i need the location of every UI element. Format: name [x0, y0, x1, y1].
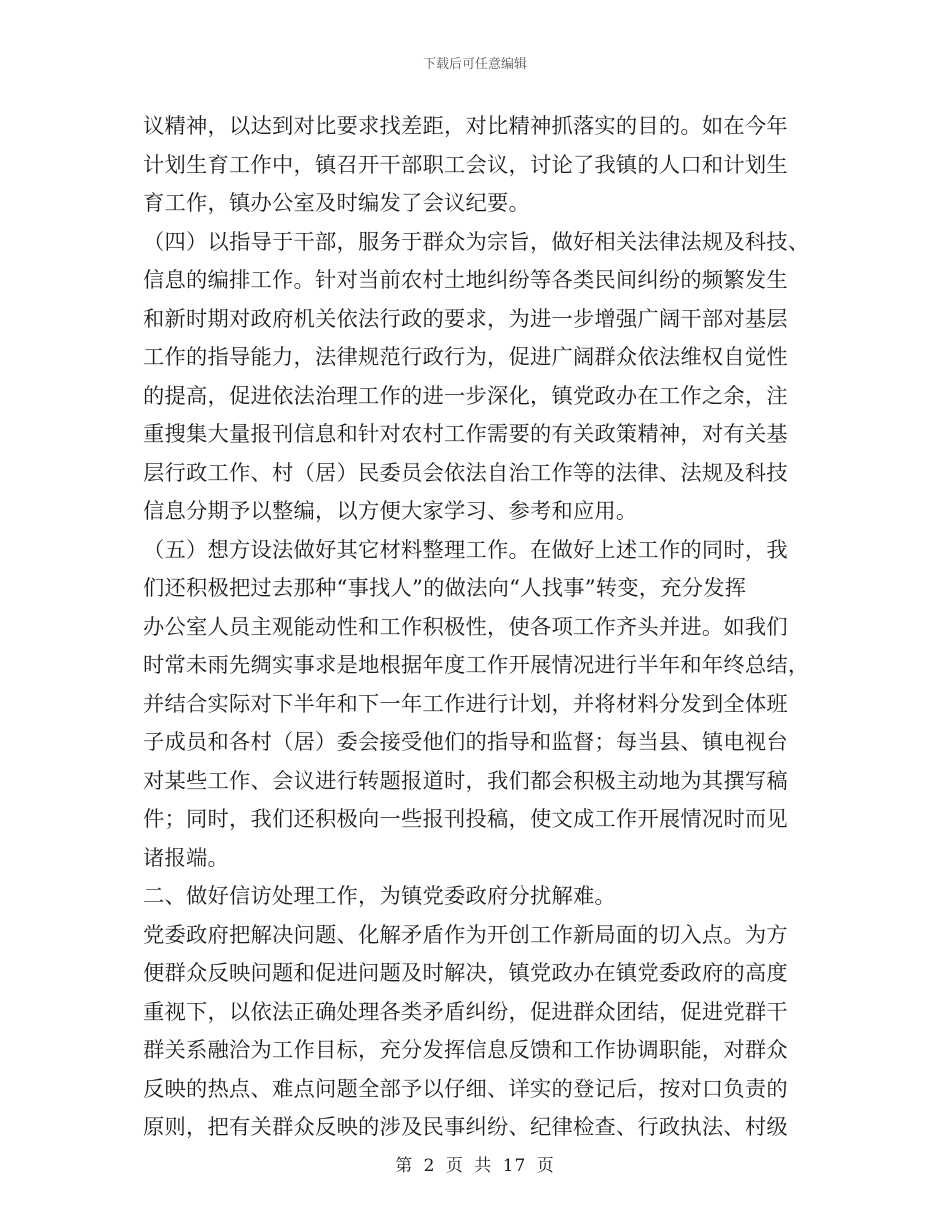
text-line: 育工作，镇办公室及时编发了会议纪要。: [143, 191, 530, 216]
page-number-footer: 第 2 页 共 17 页: [395, 1156, 555, 1176]
text-line: 和新时期对政府机关依法行政的要求，为进一步增强广阔干部对基层: [143, 306, 788, 332]
text-line: 信息分期予以整编，以方便大家学习、参考和应用。: [143, 499, 638, 524]
text-line: （四）以指导于干部，服务于群众为宗旨，做好相关法律法规及科技、: [143, 229, 810, 255]
text-line: 办公室人员主观能动性和工作积极性，使各项工作齐头并进。如我们: [143, 614, 788, 640]
document-body: [143, 108, 808, 1148]
text-line: 议精神，以达到对比要求找差距，对比精神抓落实的目的。如在今年: [143, 114, 788, 139]
text-line: 便群众反映问题和促进问题及时解决，镇党政办在镇党委政府的高度: [143, 961, 788, 986]
page-header: 下载后可任意编辑: [422, 57, 527, 72]
text-line: 重视下，以依法正确处理各类矛盾纠纷，促进群众团结，促进党群干: [143, 999, 788, 1025]
text-line: 群关系融洽为工作目标，充分发挥信息反馈和工作协调职能，对群众: [143, 1038, 788, 1063]
text-line: 二、做好信访处理工作，为镇党委政府分扰解难。: [143, 884, 616, 909]
text-line: 件；同时，我们还积极向一些报刊投稿，使文成工作开展情况时而见: [143, 807, 788, 832]
text-line: 原则，把有关群众反映的涉及民事纠纷、纪律检查、行政执法、村级: [143, 1115, 788, 1140]
text-line: 层行政工作、村（居）民委员会依法自治工作等的法律、法规及科技: [143, 460, 788, 486]
text-line: 的提高，促进依法治理工作的进一步深化，镇党政办在工作之余，注: [143, 383, 788, 409]
text-line: 并结合实际对下半年和下一年工作进行计划，并将材料分发到全体班: [143, 691, 788, 717]
text-line: 对某些工作、会议进行转题报道时，我们都会积极主动地为其撰写稿: [143, 768, 788, 794]
text-line: 党委政府把解决问题、化解矛盾作为开创工作新局面的切入点。为方: [143, 922, 788, 948]
text-line: 子成员和各村（居）委会接受他们的指导和监督；每当县、镇电视台: [143, 730, 788, 755]
text-line: 工作的指导能力，法律规范行政行为，促进广阔群众依法维权自觉性: [143, 345, 788, 370]
text-line: 时常未雨先绸实事求是地根据年度工作开展情况进行半年和年终总结，: [143, 653, 810, 678]
text-line: 信息的编排工作。针对当前农村土地纠纷等各类民间纠纷的频繁发生: [143, 268, 788, 293]
text-line: 反映的热点、难点问题全部予以仔细、详实的登记后，按对口负责的: [143, 1076, 788, 1102]
text-line: 重搜集大量报刊信息和针对农村工作需要的有关政策精神，对有关基: [143, 422, 788, 447]
text-line: 们还积极把过去那种“事找人”的做法向“人找事”转变，充分发挥: [143, 576, 747, 601]
text-line: （五）想方设法做好其它材料整理工作。在做好上述工作的同时，我: [143, 537, 788, 563]
text-line: 诸报端。: [143, 845, 229, 871]
text-line: 计划生育工作中，镇召开干部职工会议，讨论了我镇的人口和计划生: [143, 152, 788, 178]
